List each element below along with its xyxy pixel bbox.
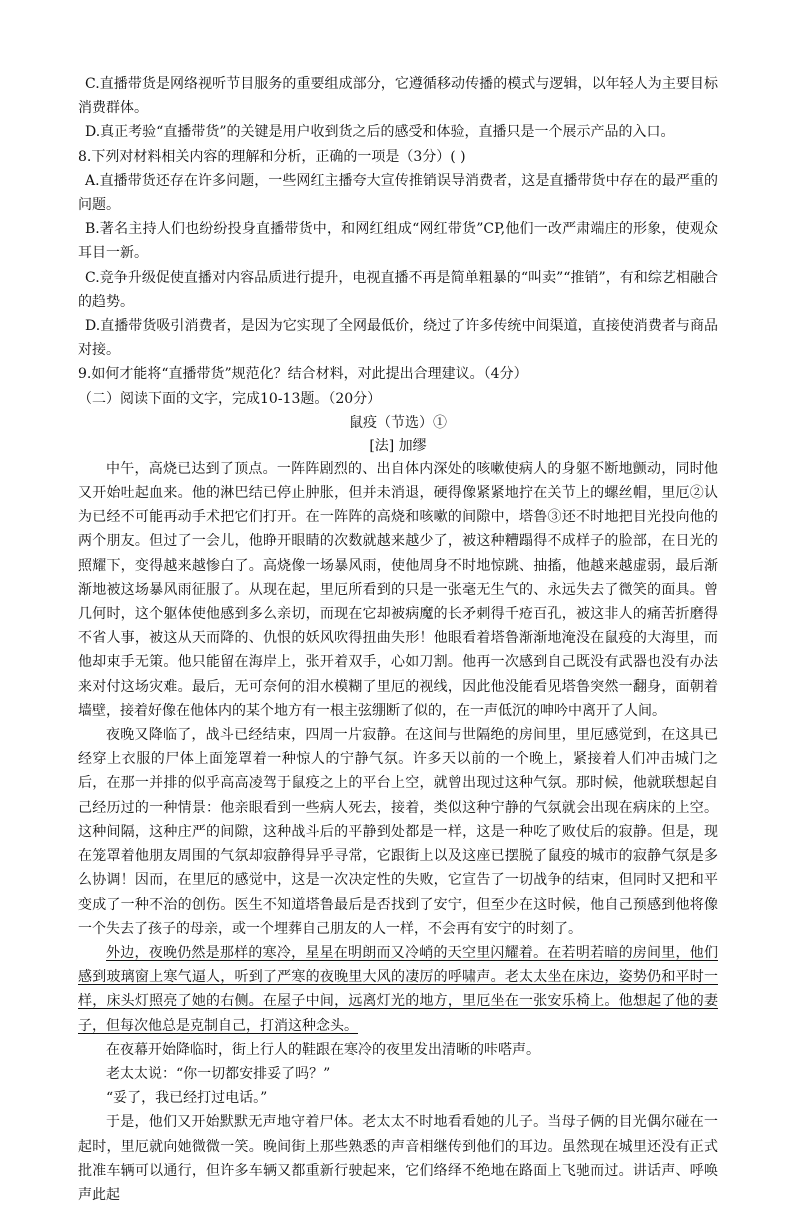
passage-paragraph-6: “妥了，我已经打过电话。” bbox=[106, 1090, 268, 1107]
exam-page bbox=[78, 72, 718, 1207]
passage-paragraph-5: 老太太说：“你一切都安排妥了吗？” bbox=[106, 1065, 331, 1082]
q9-stem: 9.如何才能将“直播带货”规范化？结合材料，对此提出合理建议。（4分） bbox=[78, 366, 528, 383]
passage-paragraph-2: 夜晚又降临了，战斗已经结束，四周一片寂静。在这间与世隔绝的房间里，里厄感觉到，在这具已经穿上衣服的尸体上面笼罩着一种惊人的宁静气氛。许多天以前的一个晚上，紧接着人们冲击城门之后，在那一并排的似乎高高凌驾于鼠疫之上的平台上空，就曾出现过这种气氛。那时候，他就联想起自己经历过的一种情景：他亲眼看到一些病人死去，接着，类似这种宁静的气氛就会出现在病床的上空。这种间隔，这种庄严的间隙，这种战斗后的平静到处都是一样，这是一种吃了败仗后的寂静。但是，现在笼罩着他朋友周围的气氛却寂静得异乎寻常，它跟街上以及这座已摆脱了鼠疫的城市的寂静气氛是多么协调！因而，在里厄的感觉中，这是一次决定性的失败，它宣告了一切战争的结束，但同时又把和平变成了一种不治的创伤。医生不知道塔鲁最后是否找到了安宁，但至少在这时候，他自己预感到他将像一个失去了孩子的母亲，或一个埋葬自己朋友的人一样，不会再有安宁的时刻了。 bbox=[78, 727, 718, 937]
passage-title: 鼠疫（节选）① bbox=[349, 414, 447, 431]
q7-option-d: D.真正考验“直播带货”的关键是用户收到货之后的感受和体验，直播只是一个展示产品的入口。 bbox=[85, 124, 675, 141]
q7-option-c: C.直播带货是网络视听节目服务的重要组成部分，它遵循移动传播的模式与逻辑，以年轻人为主要目标消费群体。 bbox=[78, 76, 718, 117]
q8-stem: 8.下列对材料相关内容的理解和分析，正确的一项是（3分）( ) bbox=[78, 148, 466, 165]
passage-paragraph-7: 于是，他们又开始默默无声地守着尸体。老太太不时地看看她的儿子。当母子俩的目光偶尔碰在一起时，里厄就向她微微一笑。晚间街上那些熟悉的声音相继传到他们的耳边。虽然现在城里还没有正式批准车辆可以通行，但许多车辆又都重新行驶起来，它们络绎不绝地在路面上飞驰而过。讲话声、呼唤声此起 bbox=[78, 1114, 718, 1203]
passage-paragraph-3-underlined bbox=[78, 941, 718, 1038]
q8-option-d: D.直播带货吸引消费者，是因为它实现了全网最低价，绕过了许多传统中间渠道，直接使消费者与商品对接。 bbox=[78, 318, 718, 359]
passage-paragraph-1: 中午，高烧已达到了顶点。一阵阵剧烈的、出自体内深处的咳嗽使病人的身躯不断地颤动，同时他又开始吐起血来。他的淋巴结已停止肿胀，但并未消退，硬得像紧紧地拧在关节上的螺丝帽，里厄②认为已经不可能再动手术把它们打开。在一阵阵的高烧和咳嗽的间隙中，塔鲁③还不时地把目光投向他的两个朋友。但过了一会儿，他睁开眼睛的次数就越来越少了，被这种糟蹋得不成样子的脸部，在日光的照耀下，变得越来越惨白了。高烧像一场暴风雨，使他周身不时地惊跳、抽搐，他越来越虚弱，最后渐渐地被这场暴风雨征服了。从现在起，里厄所看到的只是一张毫无生气的、永远失去了微笑的面具。曾几何时，这个躯体使他感到多么亲切，而现在它却被病魔的长矛刺得千疮百孔，被这非人的痛苦折磨得不省人事，被这从天而降的、仇恨的妖风吹得扭曲失形！他眼看着塔鲁渐渐地淹没在鼠疫的大海里，而他却束手无策。他只能留在海岸上，张开着双手，心如刀割。他再一次感到自己既没有武器也没有办法来对付这场灾难。最后，无可奈何的泪水模糊了里厄的视线，因此他没能看见塔鲁突然一翻身，面朝着墙壁，接着好像在他体内的某个地方有一根主弦绷断了似的，在一声低沉的呻吟中离开了人间。 bbox=[78, 460, 718, 719]
underlined-text: 外边，夜晚仍然是那样的寒冷，星星在明朗而又冷峭的天空里闪耀着。在若明若暗的房间里，他们感到玻璃窗上寒气逼人，听到了严寒的夜晚里大风的凄厉的呼啸声。老太太坐在床边，姿势仍和平时一样，床头灯照亮了她的右侧。在屋子中间，远离灯光的地方，里厄坐在一张安乐椅上。他想起了他的妻子，但每次他总是克制自己，打消这种念头。 bbox=[78, 944, 718, 1034]
section2-header: （二）阅读下面的文字，完成10-13题。（20分） bbox=[78, 390, 382, 407]
q8-option-c: C.竞争升级促使直播对内容品质进行提升，电视直播不再是简单粗暴的“叫卖”“推销”，有和综艺相融合的趋势。 bbox=[78, 269, 718, 310]
q8-option-a: A.直播带货还存在许多问题，一些网红主播夸大宣传推销误导消费者，这是直播带货中存在的最严重的问题。 bbox=[78, 172, 718, 214]
q8-option-b: B.著名主持人们也纷纷投身直播带货中，和网红组成“网红带货”CP,他们一改严肃端庄的形象，使观众耳目一新。 bbox=[78, 221, 718, 262]
passage-author: [法] 加缪 bbox=[369, 437, 427, 454]
passage-paragraph-4: 在夜幕开始降临时，街上行人的鞋跟在寒冷的夜里发出清晰的咔嗒声。 bbox=[106, 1041, 540, 1058]
